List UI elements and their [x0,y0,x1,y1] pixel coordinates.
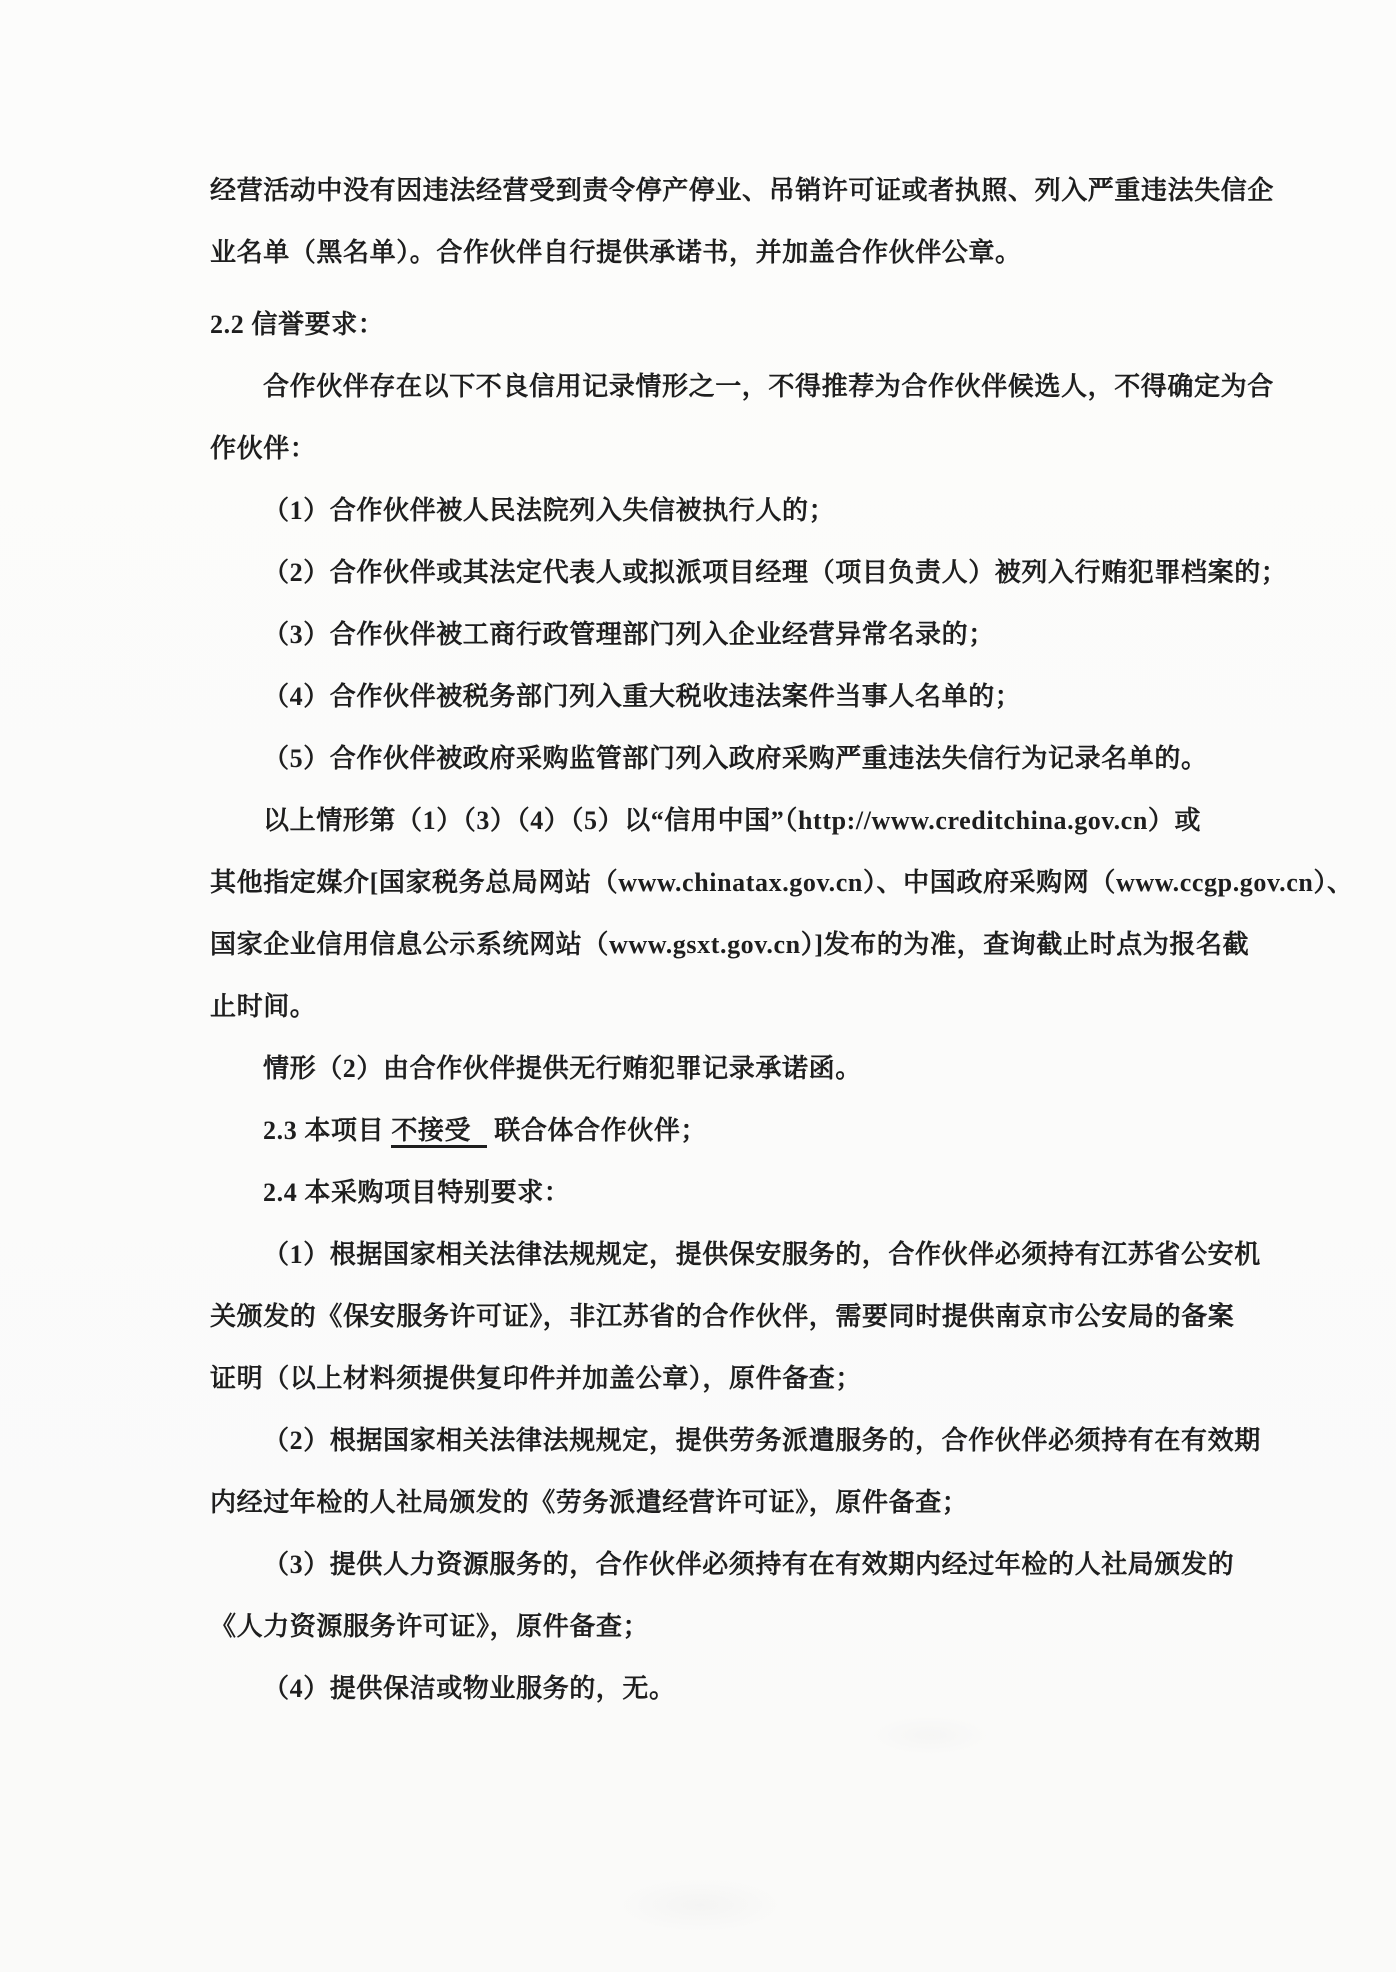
credit-list-item-5: （5）合作伙伴被政府采购监管部门列入政府采购严重违法失信行为记录名单的。 [263,744,1208,773]
paragraph-situation-2: 情形（2）由合作伙伴提供无行贿犯罪记录承诺函。 [263,1054,862,1083]
credit-list-item-1: （1）合作伙伴被人民法院列入失信被执行人的； [263,496,836,525]
clause-2-3-underlined-term: 不接受 [391,1116,487,1148]
special-req-4-line-1: （4）提供保洁或物业服务的，无。 [263,1674,676,1703]
special-req-1-line-2: 关颁发的《保安服务许可证》，非江苏省的合作伙伴，需要同时提供南京市公安局的备案 [210,1302,1235,1331]
paragraph-verification-line-2: 其他指定媒介[国家税务总局网站（www.chinatax.gov.cn）、中国政府采购网（www.ccgp.gov.cn）、 [210,868,1354,897]
paragraph-verification-line-3: 国家企业信用信息公示系统网站（www.gsxt.gov.cn）]发布的为准，查询截止时点为报名截 [210,930,1250,959]
special-req-1-line-3: 证明（以上材料须提供复印件并加盖公章），原件备查； [210,1364,863,1393]
paragraph-verification-line-1: 以上情形第（1）（3）（4）（5）以“信用中国”（http://www.creditchina.gov.cn）或 [263,806,1202,835]
credit-list-item-3: （3）合作伙伴被工商行政管理部门列入企业经营异常名录的； [263,620,995,649]
paragraph-verification-line-4: 止时间。 [210,992,317,1021]
special-req-2-line-1: （2）根据国家相关法律法规规定，提供劳务派遣服务的，合作伙伴必须持有在有效期 [263,1426,1261,1455]
special-req-3-line-2: 《人力资源服务许可证》，原件备查； [210,1612,650,1641]
paragraph-blacklist-line-2: 业名单（黑名单）。合作伙伴自行提供承诺书，并加盖合作伙伴公章。 [210,238,1022,267]
special-req-1-line-1: （1）根据国家相关法律法规规定，提供保安服务的，合作伙伴必须持有江苏省公安机 [263,1240,1261,1269]
clause-2-3-prefix: 2.3 本项目 [263,1116,392,1145]
paragraph-blacklist-line-1: 经营活动中没有因违法经营受到责令停产停业、吊销许可证或者执照、列入严重违法失信企 [210,176,1275,205]
special-req-2-line-2: 内经过年检的人社局颁发的《劳务派遣经营许可证》，原件备查； [210,1488,969,1517]
credit-list-item-4: （4）合作伙伴被税务部门列入重大税收违法案件当事人名单的； [263,682,1022,711]
credit-list-item-2: （2）合作伙伴或其法定代表人或拟派项目经理（项目负责人）被列入行贿犯罪档案的； [263,558,1288,587]
paragraph-credit-intro-line-2: 作伙伴： [210,434,317,463]
paragraph-credit-intro-line-1: 合作伙伴存在以下不良信用记录情形之一，不得推荐为合作伙伴候选人，不得确定为合 [263,372,1274,401]
special-req-3-line-1: （3）提供人力资源服务的，合作伙伴必须持有在有效期内经过年检的人社局颁发的 [263,1550,1235,1579]
section-heading-2-2: 2.2 信誉要求： [210,310,385,339]
clause-2-3-suffix: 联合体合作伙伴； [487,1116,708,1145]
section-heading-2-4: 2.4 本采购项目特别要求： [263,1178,571,1207]
clause-2-3-line [210,1100,1256,1162]
